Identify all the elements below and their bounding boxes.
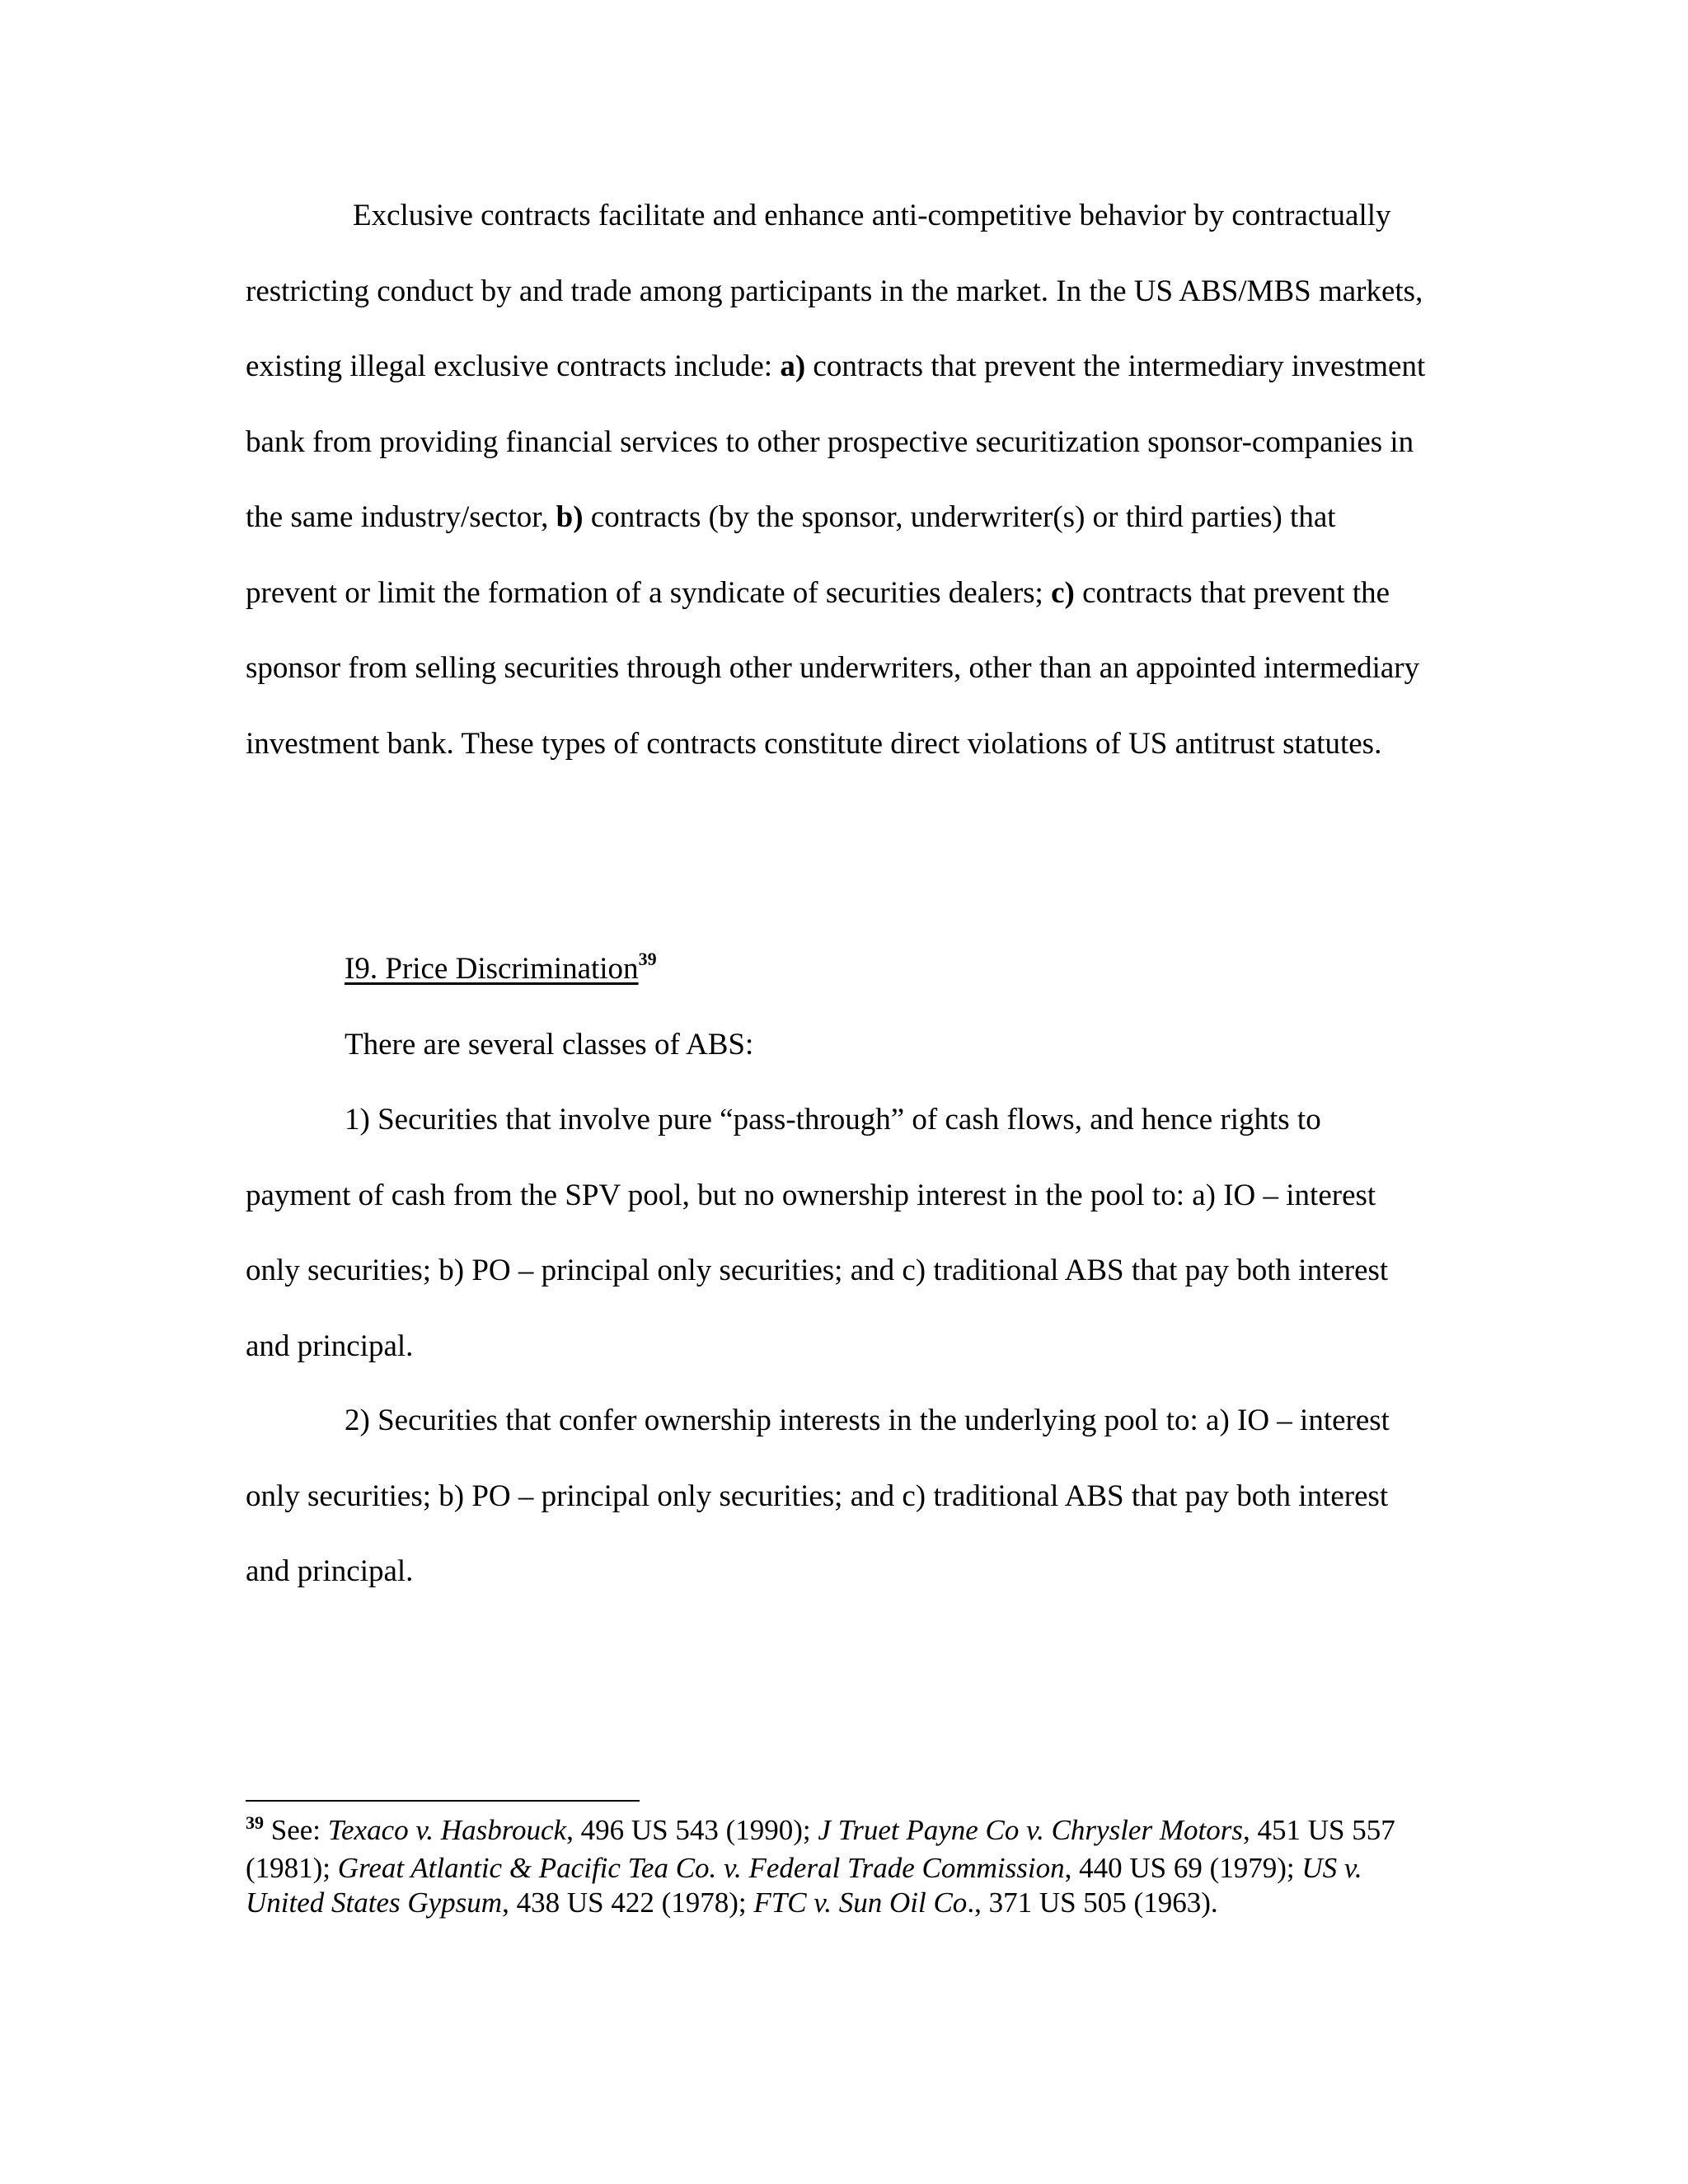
case-name: J Truet Payne Co v. Chrysler Motors: [818, 1814, 1243, 1846]
footnote-text: See:: [264, 1814, 328, 1846]
footnote: [246, 1813, 1432, 1920]
case-name: FTC v. Sun Oil Co: [753, 1886, 968, 1919]
paragraph-abs-classes: There are several classes of ABS:: [345, 1028, 754, 1062]
footnote-divider: [246, 1800, 640, 1802]
footnote-text: , 496 US 543 (1990);: [566, 1814, 818, 1846]
paragraph-text: contracts that prevent the intermediary investment bank from providing financial services to other prospective securitization sponsor-companies in the same industry/sector,: [246, 349, 1426, 534]
paragraph-pass-through: 1) Securities that involve pure “pass-through” of cash flows, and hence rights to payment of cash from the SPV pool, but no ownership interest in the pool to: a) IO – interest only securities; b) PO – principal only securities; and c) traditional ABS that pay both interest and principal.: [246, 1103, 1389, 1363]
paragraph-text: contracts that prevent the sponsor from selling securities through other underwriters, other than an appointed intermediary investment bank. These types of contracts constitute direct violations of US antitrust statutes.: [246, 575, 1420, 761]
section-heading: [345, 931, 657, 1010]
footnote-text: , 438 US 422 (1978);: [502, 1886, 754, 1919]
section-title: I9. Price Discrimination: [345, 952, 639, 986]
footnote-text: , 451 US 557 (1981);: [246, 1814, 1395, 1884]
footnote-text: , 440 US 69 (1979);: [1064, 1852, 1302, 1884]
footnote-reference[interactable]: 39: [638, 949, 657, 969]
footnote-number: 39: [246, 1812, 264, 1833]
list-marker-b: b): [556, 500, 584, 534]
case-name: US v. United States Gypsum: [246, 1852, 1362, 1919]
list-marker-c: c): [1051, 575, 1075, 610]
paragraph-exclusive-contracts: [246, 178, 1432, 781]
footnote-text: ., 371 US 505 (1963).: [967, 1886, 1218, 1919]
case-name: Texaco v. Hasbrouck: [327, 1814, 567, 1846]
case-name: Great Atlantic & Pacific Tea Co. v. Federal Trade Commission: [337, 1852, 1065, 1884]
paragraph-ownership: 2) Securities that confer ownership interests in the underlying pool to: a) IO – interest only securities; b) PO – principal only securities; and c) traditional ABS that pay both interest and principal.: [246, 1404, 1390, 1588]
paragraph-text: Exclusive contracts facilitate and enhance anti-competitive behavior by contractually restricting conduct by and trade among participants in the market. In the US ABS/MBS markets, existing illegal exclusive contracts include:: [246, 199, 1423, 383]
list-marker-a: a): [780, 349, 806, 383]
paragraph-text: contracts (by the sponsor, underwriter(s) or third parties) that prevent or limit the formation of a syndicate of securities dealers;: [246, 500, 1336, 610]
